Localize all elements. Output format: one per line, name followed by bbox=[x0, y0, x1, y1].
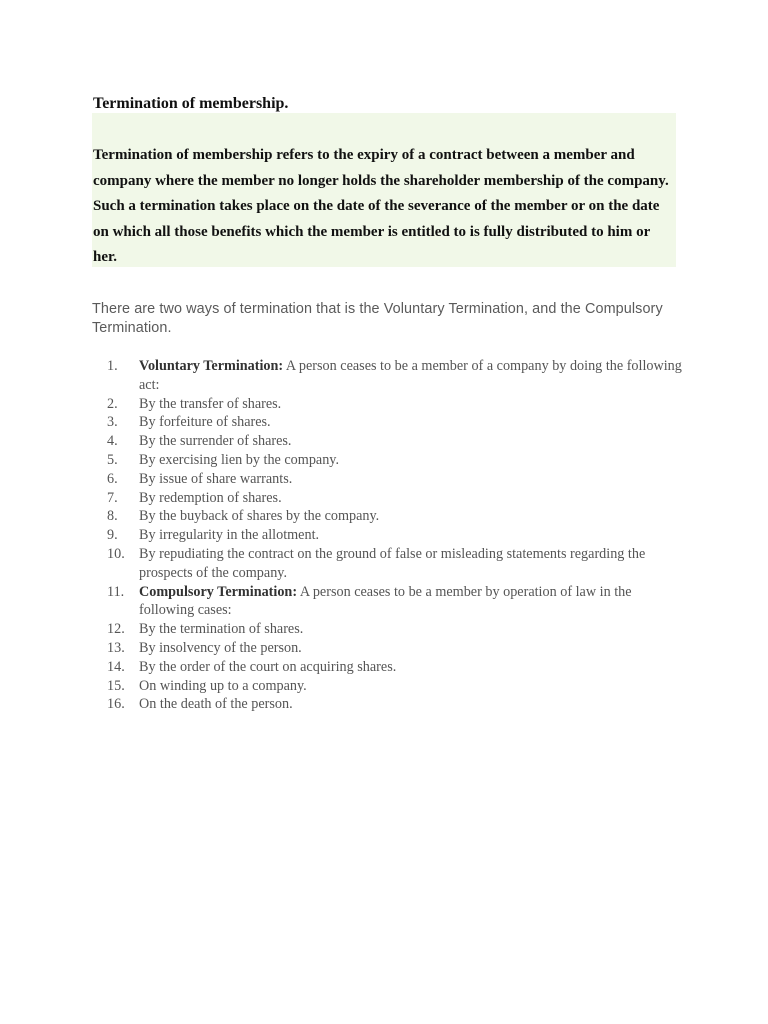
list-item-term: Compulsory Termination: bbox=[139, 583, 298, 600]
list-item-text: On winding up to a company. bbox=[139, 677, 307, 694]
list-item bbox=[107, 583, 682, 621]
list-item bbox=[107, 620, 682, 639]
list-item bbox=[107, 545, 682, 583]
list-item-number: 1. bbox=[107, 358, 118, 374]
list-item bbox=[107, 526, 682, 545]
list-item-number: 16. bbox=[107, 696, 125, 713]
list-item bbox=[107, 357, 682, 395]
list-item-number: 13. bbox=[107, 639, 125, 656]
intro-paragraph: There are two ways of termination that is the Voluntary Termination, and the Compulsory Termination. bbox=[92, 301, 663, 336]
list-item-number: 6. bbox=[107, 470, 118, 487]
document-heading: Termination of membership. bbox=[93, 95, 289, 112]
list-item bbox=[107, 507, 682, 526]
list-item bbox=[107, 489, 682, 508]
list-item bbox=[107, 395, 682, 414]
list-item-number: 10. bbox=[107, 545, 125, 562]
list-item-number: 12. bbox=[107, 621, 125, 638]
list-item-number: 14. bbox=[107, 658, 125, 675]
list-item bbox=[107, 451, 682, 470]
list-item-number: 8. bbox=[107, 508, 118, 525]
list-item bbox=[107, 677, 682, 696]
list-item-text: By forfeiture of shares. bbox=[139, 414, 271, 431]
list-item-text: A person ceases to be a member by operation of law in the following cases: bbox=[139, 583, 632, 619]
list-item-number: 11. bbox=[107, 583, 125, 600]
list-item-text: By exercising lien by the company. bbox=[139, 451, 340, 468]
list-item-text: By the buyback of shares by the company. bbox=[139, 508, 380, 525]
list-item-text: By the transfer of shares. bbox=[139, 395, 282, 412]
list-item bbox=[107, 695, 682, 714]
list-item-number: 7. bbox=[107, 489, 118, 506]
definition-highlight bbox=[92, 113, 676, 267]
list-item-text: By irregularity in the allotment. bbox=[139, 527, 320, 544]
list-item-number: 5. bbox=[107, 451, 118, 468]
list-item bbox=[107, 413, 682, 432]
termination-list bbox=[107, 357, 682, 714]
list-item-number: 9. bbox=[107, 527, 118, 544]
list-item-number: 4. bbox=[107, 433, 118, 450]
list-item-text: By the surrender of shares. bbox=[139, 433, 292, 450]
list-item-term: Voluntary Termination: bbox=[139, 358, 284, 374]
list-item-text: By insolvency of the person. bbox=[139, 639, 302, 656]
list-item bbox=[107, 470, 682, 489]
list-item-text: A person ceases to be a member of a company by doing the following act: bbox=[139, 358, 682, 393]
list-item-text: By redemption of shares. bbox=[139, 489, 282, 506]
list-item-number: 3. bbox=[107, 414, 118, 431]
list-item-text: By issue of share warrants. bbox=[139, 470, 293, 487]
list-item-number: 15. bbox=[107, 677, 125, 694]
list-item-text: On the death of the person. bbox=[139, 696, 293, 713]
list-item-text: By the order of the court on acquiring shares. bbox=[139, 658, 397, 675]
list-item-text: By repudiating the contract on the ground of false or misleading statements regarding the prospects of the company. bbox=[139, 545, 646, 581]
list-item bbox=[107, 432, 682, 451]
definition-text: Termination of membership refers to the expiry of a contract between a member and company where the member no longer holds the shareholder membership of the company. Such a termination takes place on the date of the severance of the member or on the date on which all those benefits which the member is entitled to is fully distributed to him or her. bbox=[93, 147, 669, 266]
list-item-number: 2. bbox=[107, 395, 118, 412]
list-item bbox=[107, 658, 682, 677]
list-item bbox=[107, 639, 682, 658]
list-item-text: By the termination of shares. bbox=[139, 621, 304, 638]
